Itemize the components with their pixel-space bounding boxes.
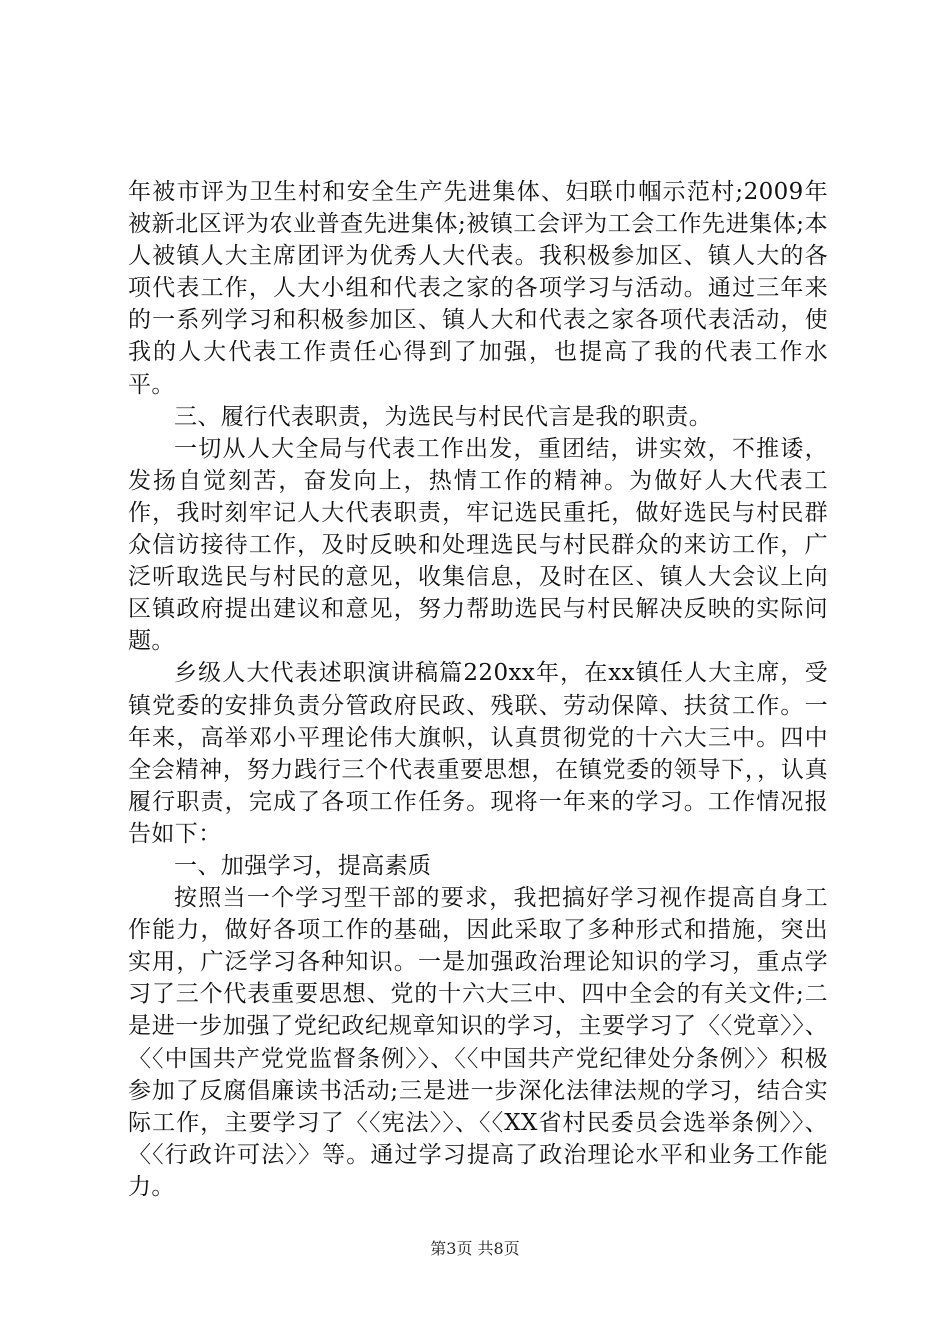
- document-body: [128, 176, 828, 1203]
- paragraph-1: 年被市评为卫生村和安全生产先进集体、妇联巾帼示范村;2009年被新北区评为农业普查先进集体;被镇工会评为工会工作先进集体;本人被镇人大主席团评为优秀人大代表。我积极参加区、镇人大的各项代表工作，人大小组和代表之家的各项学习与活动。通过三年来的一系列学习和积极参加区、镇人大和代表之家各项代表活动，使我的人大代表工作责任心得到了加强，也提高了我的代表工作水平。: [128, 179, 828, 398]
- paragraph-4: 按照当一个学习型干部的要求，我把搞好学习视作提高自身工作能力，做好各项工作的基础，因此采取了多种形式和措施，突出实用，广泛学习各种知识。一是加强政治理论知识的学习，重点学习了三个代表重要思想、党的十六大三中、四中全会的有关文件;二是进一步加强了党纪政纪规章知识的学习，主要学习了〈〈党章〉〉、〈〈中国共产党党监督条例〉〉、〈〈中国共产党纪律处分条例〉〉积极参加了反腐倡廉读书活动;三是进一步深化法律法规的学习，结合实际工作，主要学习了〈〈宪法〉〉、〈〈XX省村民委员会选举条例〉〉、〈〈行政许可法〉〉等。通过学习提高了政治理论水平和业务工作能力。: [128, 885, 828, 1200]
- section-heading-1: 一、加强学习，提高素质: [174, 852, 432, 879]
- paragraph-2: 一切从人大全局与代表工作出发，重团结，讲实效，不推诿，发扬自觉刻苦，奋发向上，热情工作的精神。为做好人大代表工作，我时刻牢记人大代表职责，牢记选民重托，做好选民与村民群众信访接待工作，及时反映和处理选民与村民群众的来访工作，广泛听取选民与村民的意见，收集信息，及时在区、镇人大会议上向区镇政府提出建议和意见，努力帮助选民与村民解决反映的实际问题。: [128, 435, 828, 655]
- page-footer: [0, 1239, 950, 1259]
- paragraph-3: 乡级人大代表述职演讲稿篇220xx年，在xx镇任人大主席，受镇党委的安排负责分管政府民政、残联、劳动保障、扶贫工作。一年来，高举邓小平理论伟大旗帜，认真贯彻党的十六大三中。四中全会精神，努力践行三个代表重要思想，在镇党委的领导下，，认真履行职责，完成了各项工作任务。现将一年来的学习。工作情况报告如下：: [128, 660, 828, 847]
- page-number-label: 第3页 共8页: [430, 1239, 520, 1258]
- section-heading-3: 三、履行代表职责，为选民与村民代言是我的职责。: [174, 403, 713, 430]
